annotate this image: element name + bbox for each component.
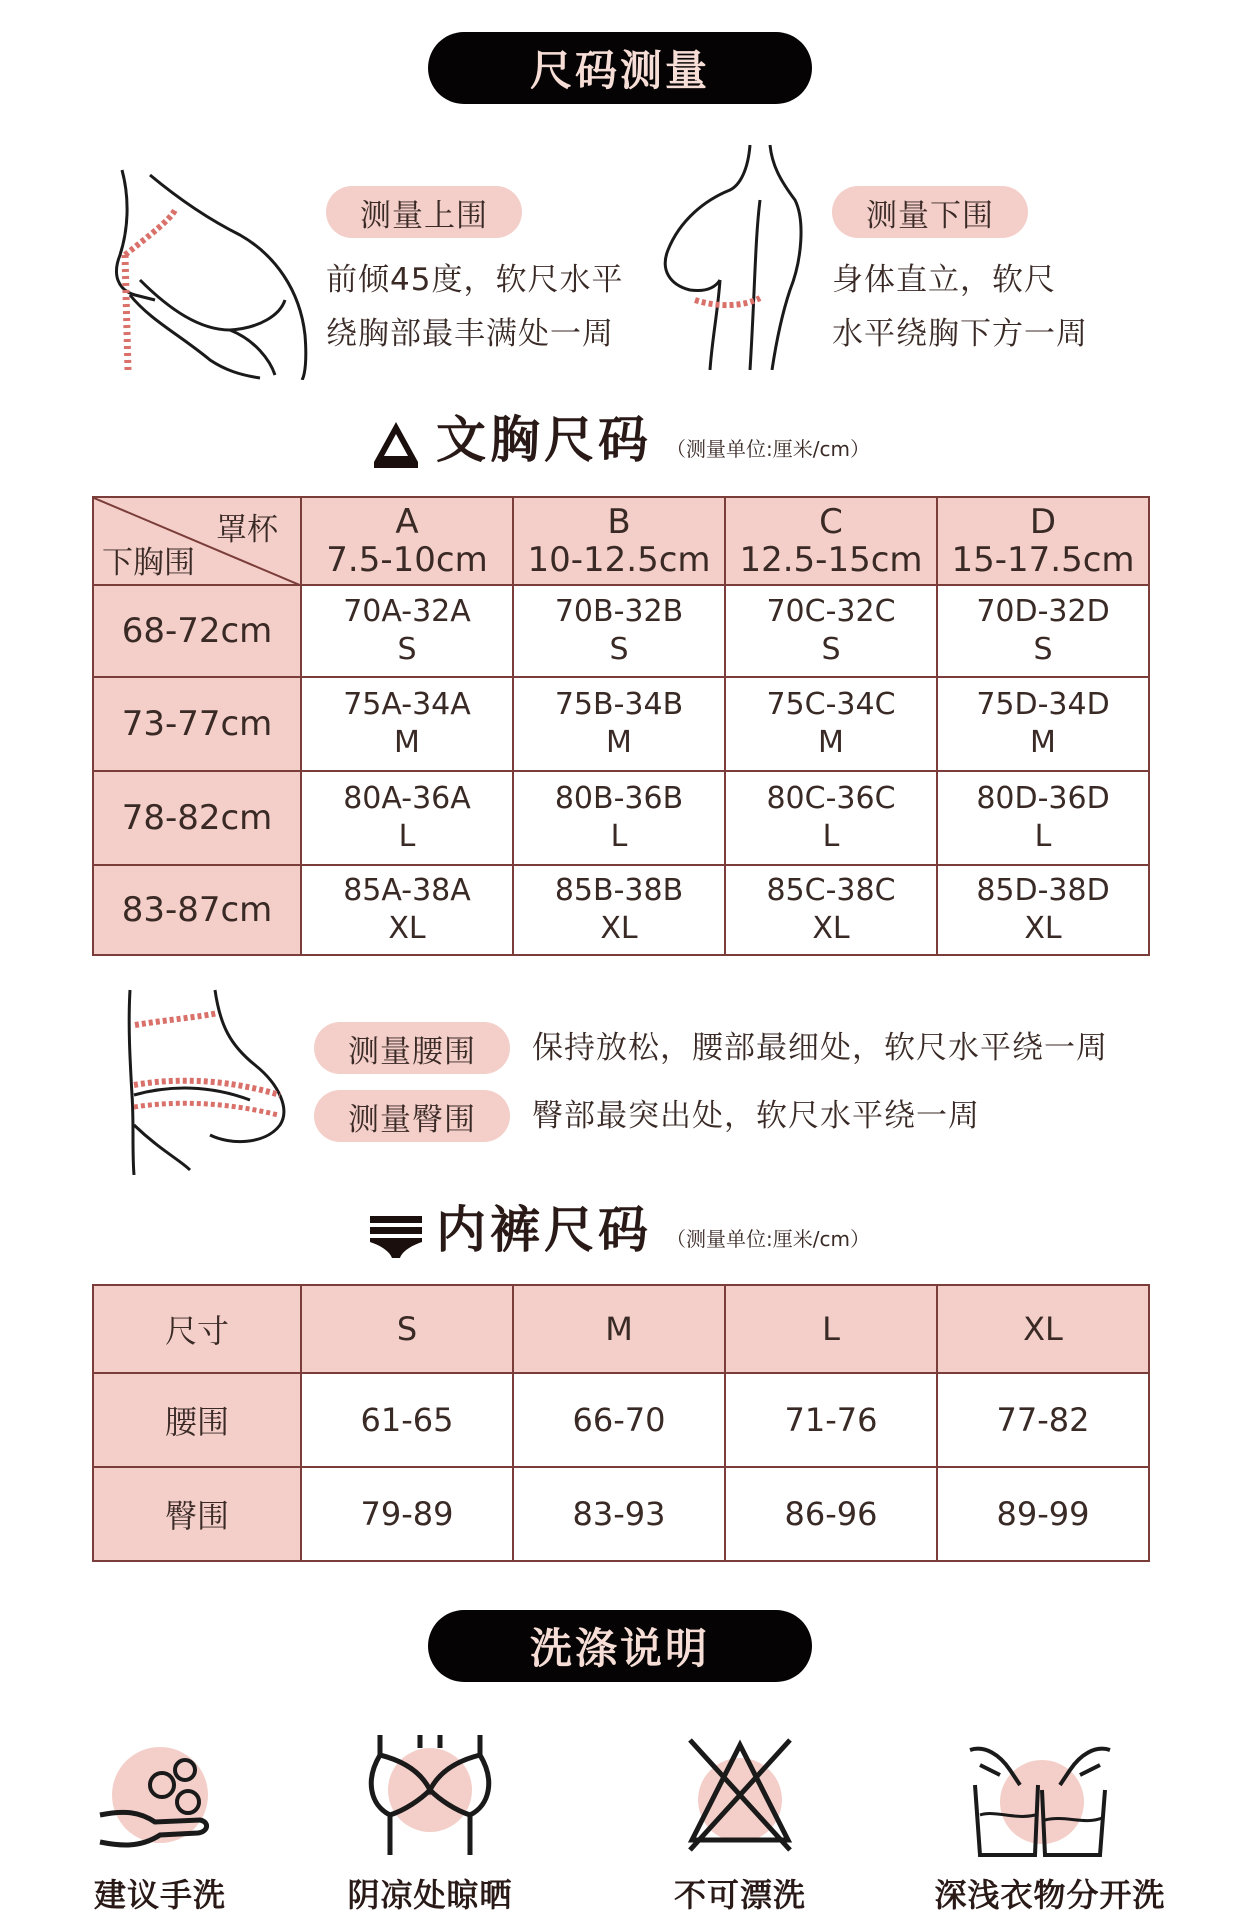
care-hand-wash [40,1730,280,1920]
wash-instructions-title: 洗涤说明 [428,1610,812,1682]
size-letter: M [606,725,632,760]
no-bleach-icon [660,1730,820,1865]
size-letter: M [1030,725,1056,760]
measure-waist-text: 保持放松，腰部最细处，软尺水平绕一周 [532,1030,1108,1066]
size-letter: S [609,632,629,667]
size-cell [937,585,1149,677]
size-code: 75D-34D [976,687,1110,722]
size-code: 70B-32B [554,594,684,629]
header-cell: XL [937,1285,1149,1373]
size-code: 85C-38C [766,873,896,908]
table-cell: 71-76 [725,1373,937,1467]
hang-dry-shade-icon [350,1730,510,1865]
cup-letter: B [607,502,631,542]
separate-wash-icon [960,1730,1120,1865]
bra-table-corner [93,497,301,585]
size-cell [725,771,937,865]
size-code: 80C-36C [766,781,896,816]
cup-range: 12.5-15cm [739,540,923,580]
table-cell: 66-70 [513,1373,725,1467]
cup-header [725,497,937,585]
care-no-bleach [620,1730,860,1920]
header-size: 尺寸 [93,1285,301,1373]
care-hang-dry-label: 阴凉处晾晒 [347,1876,513,1914]
size-letter: XL [388,911,426,946]
size-code: 80B-36B [554,781,684,816]
pants-size-heading [0,1200,1240,1260]
care-separate-wash [910,1730,1190,1920]
table-row [93,771,1149,865]
table-row [93,865,1149,955]
size-cell [725,585,937,677]
band-range: 68-72cm [93,585,301,677]
table-cell: 61-65 [301,1373,513,1467]
cup-range: 15-17.5cm [951,540,1135,580]
size-cell [513,677,725,771]
upper-bust-figure-icon [110,160,310,380]
table-cell: 86-96 [725,1467,937,1561]
table-row [93,1467,1149,1561]
table-cell: 77-82 [937,1373,1149,1467]
cup-header [301,497,513,585]
size-letter: S [821,632,841,667]
size-letter: L [398,819,416,854]
size-code: 85A-38A [343,873,471,908]
size-letter: L [1034,819,1052,854]
size-cell [513,865,725,955]
cup-range: 7.5-10cm [326,540,488,580]
measure-upper-line2: 绕胸部最丰满处一周 [326,316,614,352]
measure-hip-label: 测量臀围 [314,1090,510,1142]
size-code: 85D-38D [976,873,1110,908]
band-range: 78-82cm [93,771,301,865]
bra-size-table [92,496,1150,956]
cup-header [937,497,1149,585]
pants-size-unit: （测量单位:厘米/cm） [666,1227,870,1251]
bra-size-heading [0,410,1240,470]
cup-letter: C [819,502,843,542]
size-cell [937,677,1149,771]
size-letter: L [610,819,628,854]
corner-cup-label: 罩杯 [216,512,278,548]
care-hang-dry [310,1730,550,1920]
table-cell: 89-99 [937,1467,1149,1561]
size-letter: S [1033,632,1053,667]
care-hand-wash-label: 建议手洗 [93,1876,226,1914]
band-range: 73-77cm [93,677,301,771]
measure-upper-line1: 前倾45度，软尺水平 [326,262,624,298]
table-row [93,1373,1149,1467]
size-letter: XL [1024,911,1062,946]
measure-lower-label: 测量下围 [832,186,1028,238]
pants-size-title: 内裤尺码 [436,1201,653,1259]
size-letter: XL [600,911,638,946]
waist-hip-figure-icon [120,985,290,1175]
size-code: 80D-36D [976,781,1110,816]
cup-letter: A [395,502,419,542]
size-code: 75C-34C [766,687,896,722]
table-header-row [93,1285,1149,1373]
bra-icon [370,418,422,470]
under-bust-figure-icon [660,140,810,370]
pants-size-table [92,1284,1150,1562]
band-range: 83-87cm [93,865,301,955]
table-row [93,585,1149,677]
size-cell [937,865,1149,955]
size-cell [301,865,513,955]
size-code: 75A-34A [343,687,471,722]
header-cell: M [513,1285,725,1373]
care-separate-wash-label: 深浅衣物分开洗 [934,1876,1166,1914]
size-cell [513,585,725,677]
size-cell [301,677,513,771]
size-letter: L [822,819,840,854]
size-cell [301,771,513,865]
size-code: 85B-38B [554,873,684,908]
size-cell [513,771,725,865]
bra-size-title: 文胸尺码 [436,411,653,469]
size-code: 70C-32C [766,594,896,629]
cup-range: 10-12.5cm [527,540,711,580]
underwear-icon [370,1212,422,1260]
size-code: 70D-32D [976,594,1110,629]
table-cell: 83-93 [513,1467,725,1561]
header-cell: L [725,1285,937,1373]
measure-lower-line2: 水平绕胸下方一周 [832,316,1088,352]
corner-band-label: 下胸围 [102,545,195,581]
bra-size-unit: （测量单位:厘米/cm） [666,437,870,461]
row-label: 臀围 [93,1467,301,1561]
size-letter: M [818,725,844,760]
size-letter: M [394,725,420,760]
table-cell: 79-89 [301,1467,513,1561]
measure-lower-line1: 身体直立，软尺 [832,262,1056,298]
row-label: 腰围 [93,1373,301,1467]
size-letter: S [397,632,417,667]
measure-waist-label: 测量腰围 [314,1022,510,1074]
cup-letter: D [1029,502,1057,542]
cup-header [513,497,725,585]
size-letter: XL [812,911,850,946]
care-no-bleach-label: 不可漂洗 [673,1876,806,1914]
size-measure-title: 尺码测量 [428,32,812,104]
size-code: 70A-32A [343,594,471,629]
size-cell [937,771,1149,865]
size-code: 75B-34B [554,687,684,722]
measure-upper-label: 测量上围 [326,186,522,238]
hand-wash-icon [80,1730,240,1865]
size-cell [725,865,937,955]
header-cell: S [301,1285,513,1373]
size-code: 80A-36A [343,781,471,816]
table-row [93,677,1149,771]
measure-hip-text: 臀部最突出处，软尺水平绕一周 [532,1098,980,1134]
size-cell [301,585,513,677]
size-cell [725,677,937,771]
